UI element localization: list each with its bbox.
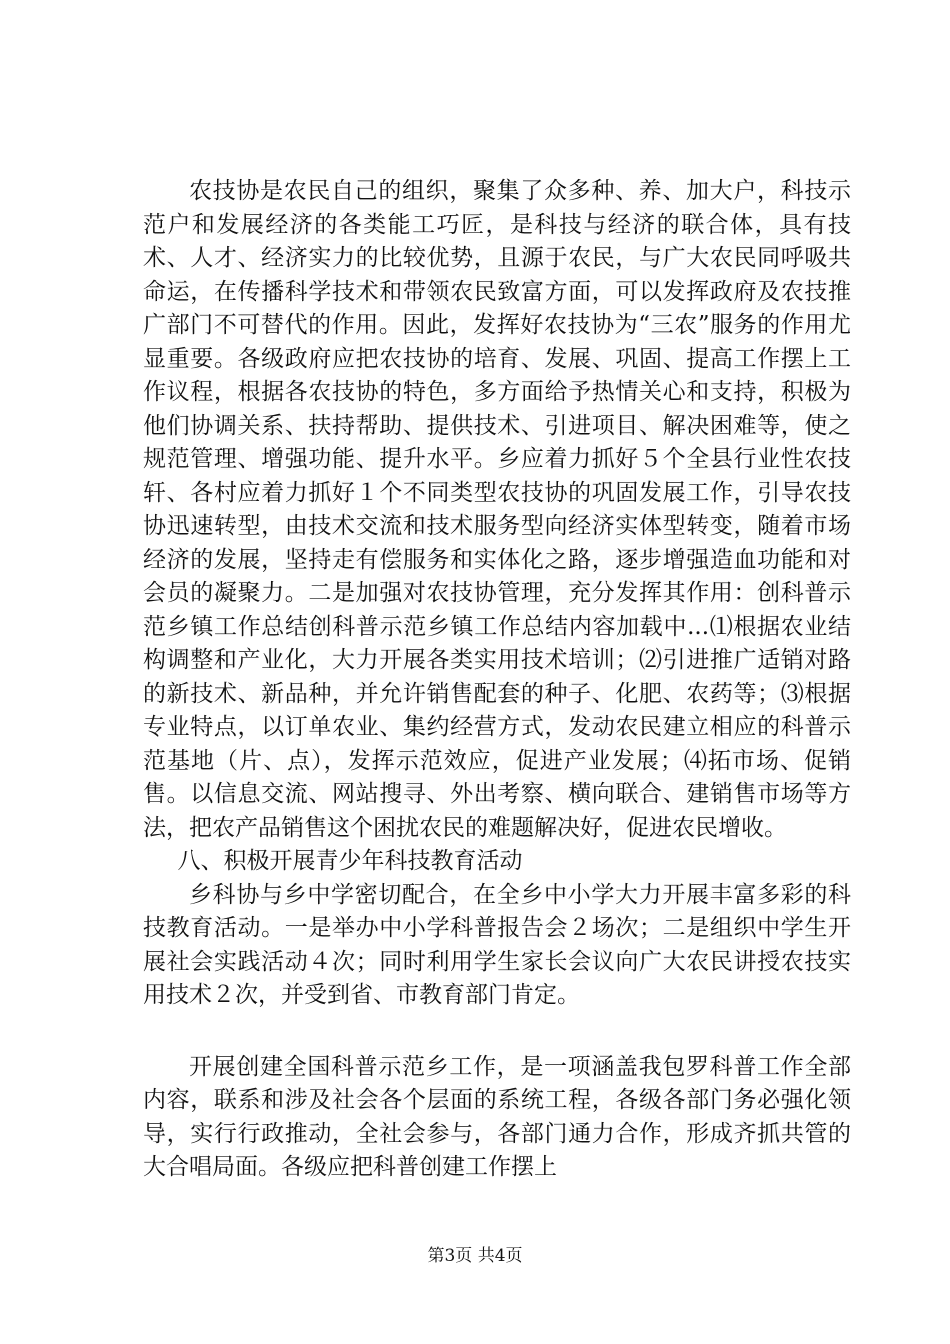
paragraph-creation-work: 开展创建全国科普示范乡工作，是一项涵盖我包罗科普工作全部内容，联系和涉及社会各个层面的系统工程，各级各部门务必强化领导，实行行政推动，全社会参与，各部门通力合作，形成齐抓共管的大合唱局面。各级应把科普创建工作摆上	[143, 1053, 851, 1180]
page-footer: 第3页 共4页	[427, 1246, 523, 1266]
paragraph-nongjixie: 农技协是农民自己的组织，聚集了众多种、养、加大户，科技示范户和发展经济的各类能工巧匠，是科技与经济的联合体，具有技术、人才、经济实力的比较优势，且源于农民，与广大农民同呼吸共命运，在传播科学技术和带领农民致富方面，可以发挥政府及农技推广部门不可替代的作用。因此，发挥好农技协为“三农”服务的作用尤显重要。各级政府应把农技协的培育、发展、巩固、提高工作摆上工作议程，根据各农技协的特色，多方面给予热情关心和支持，积极为他们协调关系、扶持帮助、提供技术、引进项目、解决困难等，使之规范管理、增强功能、提升水平。乡应着力抓好５个全县行业性农技轩、各村应着力抓好１个不同类型农技协的巩固发展工作，引导农技协迅速转型，由技术交流和技术服务型向经济实体型转变，随着市场经济的发展，坚持走有偿服务和实体化之路，逐步增强造血功能和对会员的凝聚力。二是加强对农技协管理，充分发挥其作用：创科普示范乡镇工作总结创科普示范乡镇工作总结内容加载中...⑴根据农业结构调整和产业化，大力开展各类实用技术培训；⑵引进推广适销对路的新技术、新品种，并允许销售配套的种子、化肥、农药等；⑶根据专业特点，以订单农业、集约经营方式，发动农民建立相应的科普示范基地（片、点），发挥示范效应，促进产业发展；⑷拓市场、促销售。以信息交流、网站搜寻、外出考察、横向联合、建销售市场等方法，把农产品销售这个困扰农民的难题解决好，促进农民增收。	[143, 178, 851, 841]
paragraph-gap	[143, 1013, 851, 1051]
section-heading-8: 八、积极开展青少年科技教育活动	[177, 848, 523, 874]
paragraph-youth-education: 乡科协与乡中学密切配合，在全乡中小学大力开展丰富多彩的科技教育活动。一是举办中小学科普报告会２场次；二是组织中学生开展社会实践活动４次；同时利用学生家长会议向广大农民讲授农技实用技术２次，并受到省、市教育部门肯定。	[143, 881, 851, 1008]
document-body	[143, 175, 851, 1185]
